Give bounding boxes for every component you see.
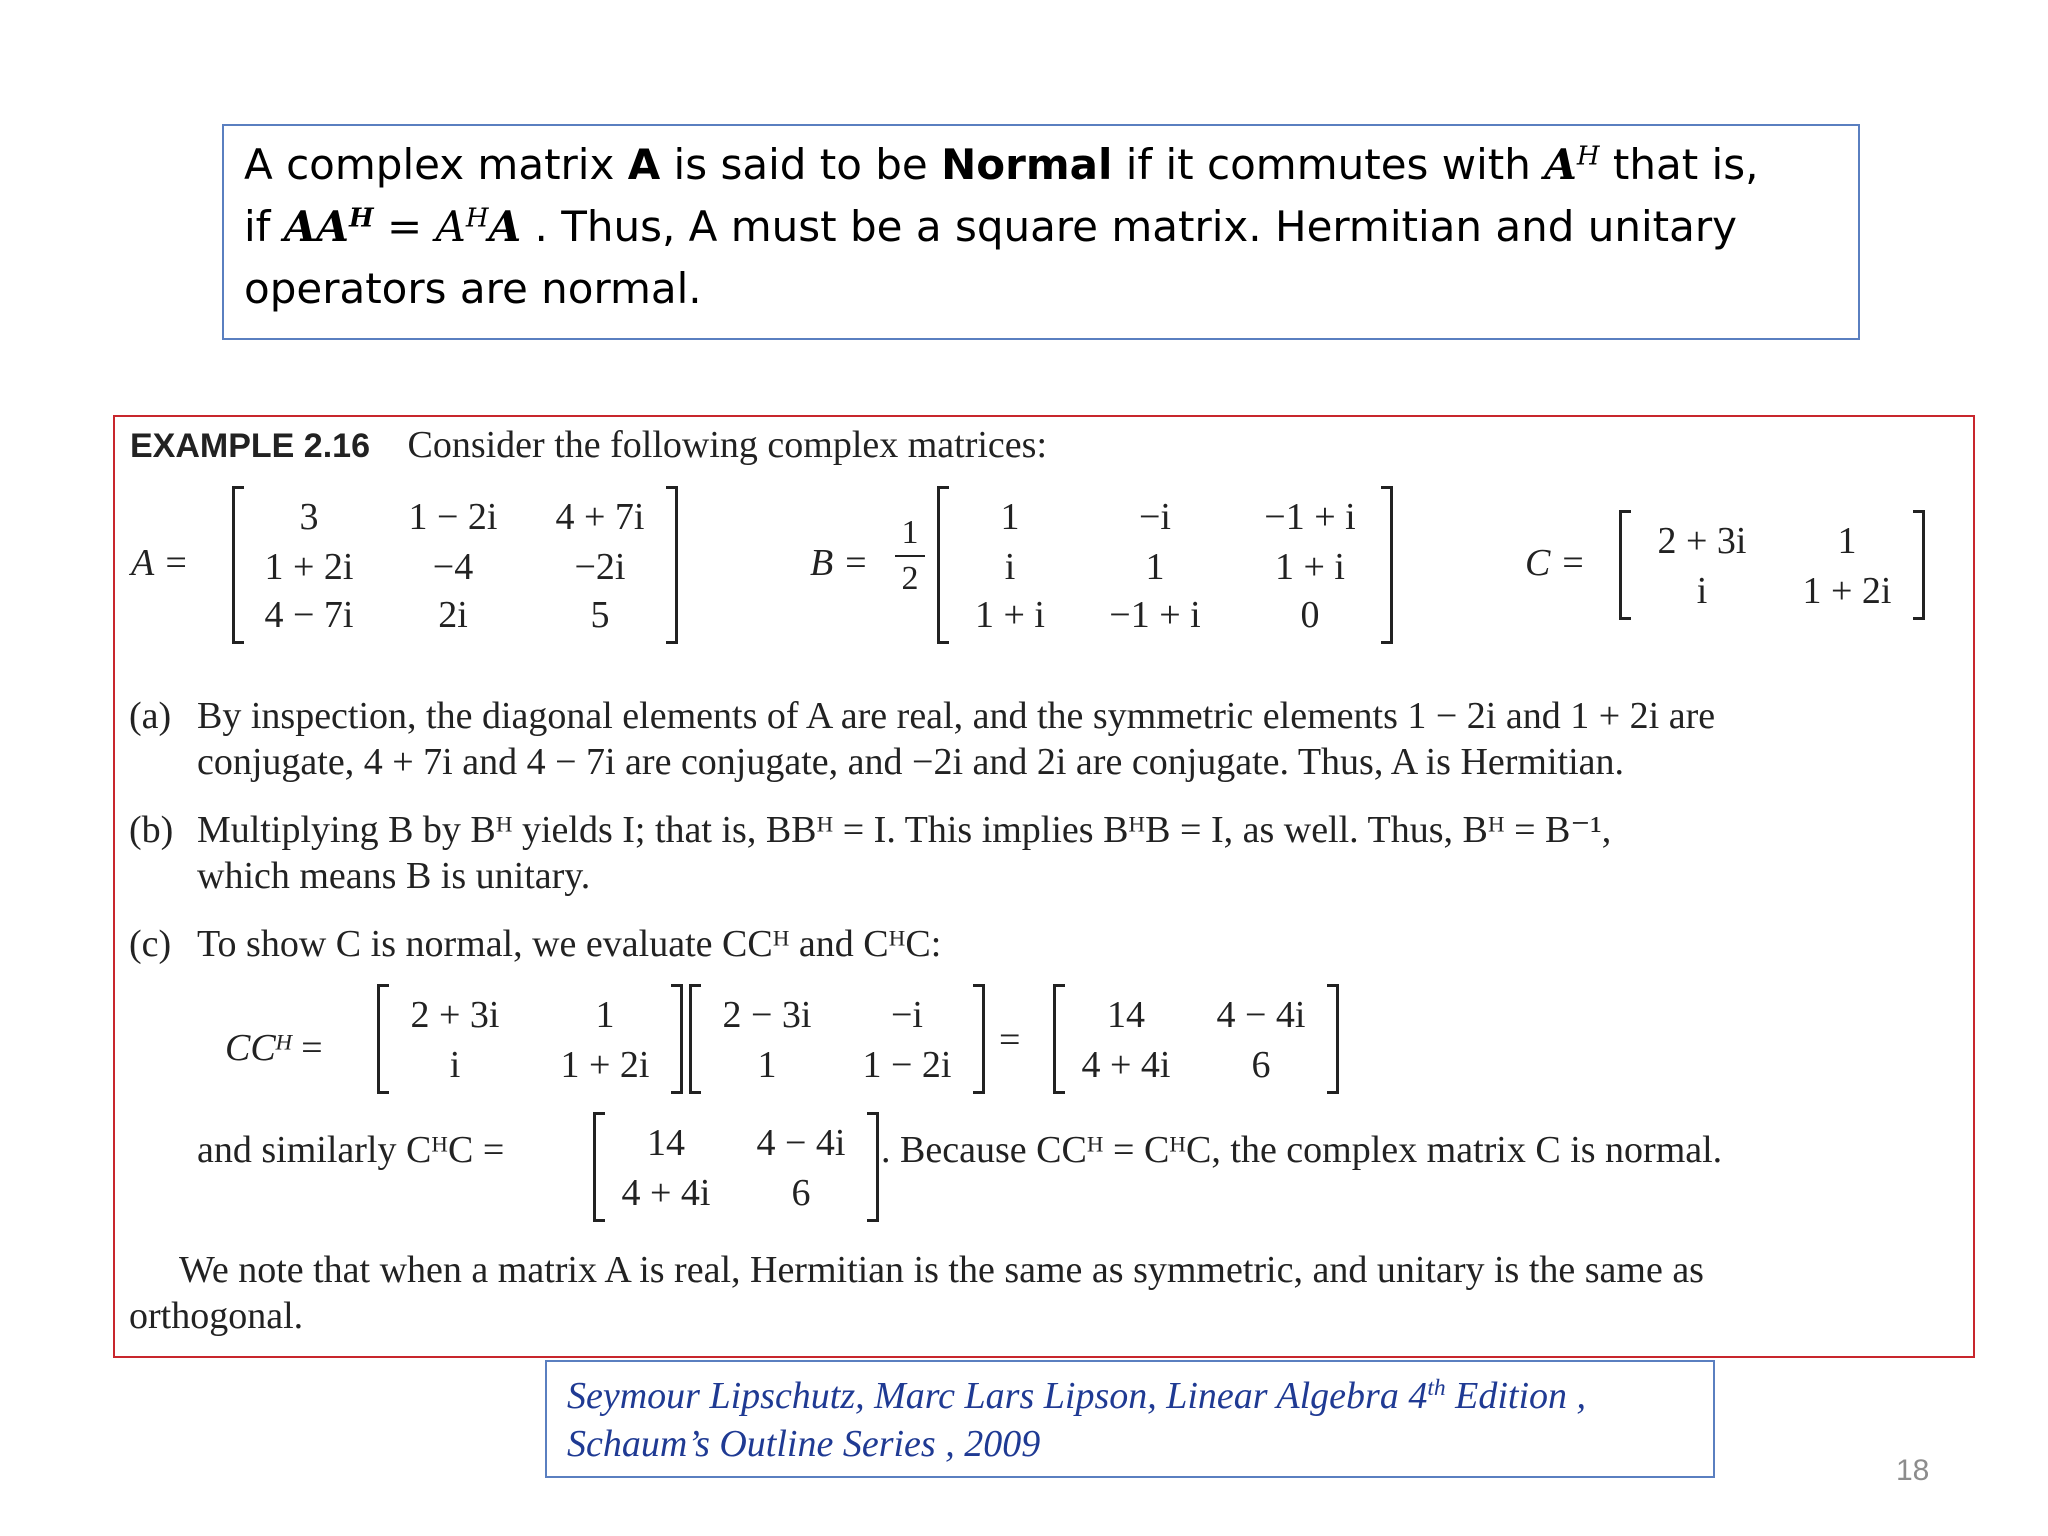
matrix-cell: 2 − 3i [722,994,812,1036]
citation-box [545,1360,1715,1478]
cch-matrix-2 [689,987,985,1091]
matrix-cell: 4 − 4i [1216,994,1306,1036]
cch-result-matrix [1053,987,1339,1091]
because-text: . Because CCᴴ = CᴴC, the complex matrix C is normal. [881,1129,1723,1171]
matrix-cell: 5 [590,594,610,636]
matrix-cell: 3 [299,496,319,538]
matrix-cell: 0 [1300,594,1320,636]
matrix-b [937,489,1393,641]
matrix-cell: 1 + 2i [264,546,354,588]
matrix-cell: 1 [1000,496,1020,538]
matrix-cell: 4 − 4i [756,1122,846,1164]
matrix-cell: 1 [1145,546,1165,588]
normal-term: Normal [941,140,1113,189]
fraction-half: 1 2 [895,513,925,599]
note-line-1: We note that when a matrix A is real, Hermitian is the same as symmetric, and unitary is the same as [179,1249,1704,1291]
cch-equals: = [999,1019,1021,1061]
matrix-cell: −i [1139,496,1171,538]
part-a-label: (a) [129,695,172,737]
part-c-label: (c) [129,923,172,965]
matrix-cell: i [1696,570,1708,612]
similarly-text: and similarly CᴴC = [197,1129,505,1171]
matrix-cell: 14 [647,1122,685,1164]
matrix-cell: 4 + 4i [621,1172,711,1214]
matrix-cell: 2i [438,594,468,636]
matrix-cell: 1 + 2i [1802,570,1892,612]
matrix-cell: 1 + 2i [560,1044,650,1086]
matrix-cell: 1 [1837,520,1857,562]
matrix-cell: 1 + i [975,594,1045,636]
matrix-cell: 4 + 4i [1081,1044,1171,1086]
citation-line-2: Schaum’s Outline Series , 2009 [567,1423,1041,1465]
matrix-cell: 1 [757,1044,777,1086]
matrix-cell: 6 [1251,1044,1271,1086]
matrix-cell: 2 + 3i [410,994,500,1036]
definition-line-2: if $AA^H = A^HA$ . Thus, A must be a square matrix. Hermitian and unitary [244,202,1737,251]
matrix-cell: 2 + 3i [1657,520,1747,562]
matrix-cell: 1 − 2i [408,496,498,538]
matrix-c-label: C = [1525,542,1586,584]
matrix-b-label: B = [810,542,869,584]
definition-line-1: A complex matrix A is said to be Normal if it commutes with $A^H$ that is, [244,140,1759,189]
part-c-line-1: To show C is normal, we evaluate CCᴴ and CᴴC: [197,923,942,965]
part-b-label: (b) [129,809,174,851]
note-line-2: orthogonal. [129,1295,304,1337]
definition-box [222,124,1860,340]
example-label: EXAMPLE 2.16 [130,427,370,465]
page-number: 18 [1896,1454,1930,1487]
matrix-cell: −1 + i [1264,496,1356,538]
matrix-cell: i [449,1044,461,1086]
chc-matrix [593,1115,879,1219]
part-a-line-2: conjugate, 4 + 7i and 4 − 7i are conjugate, and −2i and 2i are conjugate. Thus, A is Hermitian. [197,741,1625,783]
cch-matrix-1 [377,987,683,1091]
part-b-line-1: Multiplying B by Bᴴ yields I; that is, BBᴴ = I. This implies BᴴB = I, as well. Thus, Bᴴ = B⁻¹, [197,809,1612,851]
cch-label: CCᴴ = [225,1027,325,1069]
definition-line-3: operators are normal. [244,264,702,313]
matrix-cell: −2i [574,546,626,588]
matrix-cell: 4 − 7i [264,594,354,636]
matrix-c [1619,513,1925,617]
matrix-cell: 1 + i [1275,546,1345,588]
matrix-cell: −1 + i [1109,594,1201,636]
matrix-cell: 1 − 2i [862,1044,952,1086]
matrix-a-label: A = [131,542,189,584]
example-box [113,415,1975,1358]
matrix-cell: 1 [595,994,615,1036]
part-b-line-2: which means B is unitary. [197,855,591,897]
matrix-cell: 4 + 7i [555,496,645,538]
matrix-cell: −4 [432,546,474,588]
matrix-a [232,489,678,641]
part-a-line-1: By inspection, the diagonal elements of A are real, and the symmetric elements 1 − 2i and 1 + 2i are [197,695,1716,737]
citation-line-1: Seymour Lipschutz, Marc Lars Lipson, Linear Algebra 4th Edition , [567,1375,1587,1417]
matrix-cell: −i [891,994,923,1036]
matrix-cell: 6 [791,1172,811,1214]
example-heading: EXAMPLE 2.16 Consider the following complex matrices: [130,424,1048,466]
matrix-cell: 14 [1107,994,1145,1036]
matrix-cell: i [1004,546,1016,588]
